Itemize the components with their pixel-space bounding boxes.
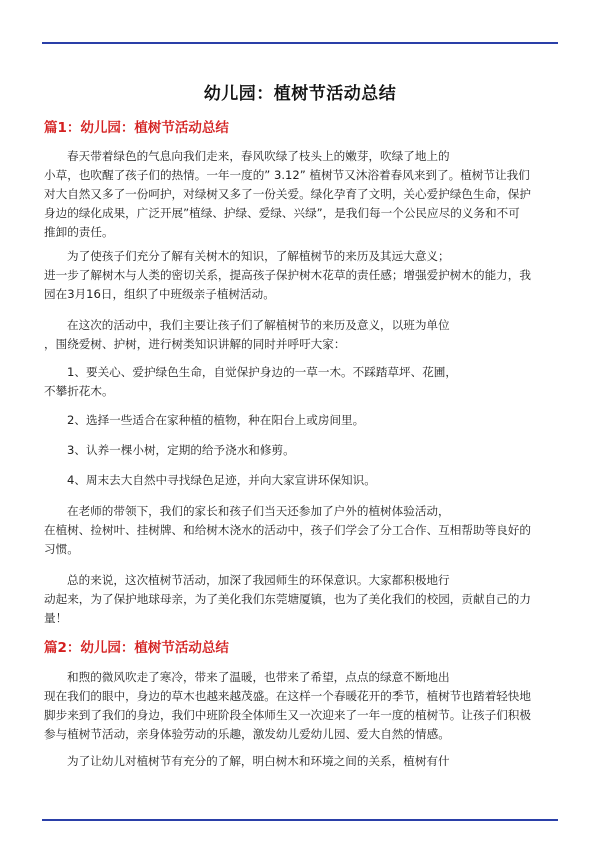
text-line: 和煦的微风吹走了寒冷，带来了温暖，也带来了希望，点点的绿意不断地出 (67, 670, 450, 684)
text-line: 2、选择一些适合在家种植的植物，种在阳台上或房间里。 (67, 413, 365, 427)
text-line: 推卸的责任。 (44, 225, 114, 239)
paragraph-2-2 (44, 752, 556, 771)
text-line: 不攀折花木。 (44, 384, 114, 398)
text-line: 4、周末去大自然中寻找绿色足迹，并向大家宣讲环保知识。 (67, 473, 376, 487)
text-line: 为了使孩子们充分了解有关树木的知识，了解植树节的来历及其远大意义； (67, 249, 450, 263)
text-line: 1、要关心、爱护绿色生命，自觉保护身边的一草一木。不踩踏草坪、花圃， (67, 365, 457, 379)
page-title: 幼儿园：植树节活动总结 (203, 84, 397, 104)
paragraph-1-7 (44, 471, 556, 490)
text-line: 3、认养一棵小树，定期的给予浇水和修剪。 (67, 443, 295, 457)
text-line: 量！ (44, 611, 68, 625)
paragraph-1-5 (44, 411, 556, 430)
paragraph-2-1 (44, 668, 556, 744)
paragraph-1-2 (44, 247, 556, 304)
paragraph-1-3 (44, 316, 556, 354)
text-line: 身边的绿化成果，广泛开展”植绿、护绿、爱绿、兴绿”，是我们每一个公民应尽的义务和不可 (44, 206, 520, 220)
text-line: 习惯。 (44, 542, 79, 556)
text-line: 动起来，为了保护地球母亲，为了美化我们东莞塘厦镇，也为了美化我们的校园，贡献自己的力 (44, 592, 531, 606)
text-line: 在植树、捡树叶、挂树牌、和给树木浇水的活动中，孩子们学会了分工合作、互相帮助等良好的 (44, 523, 531, 537)
text-line: 脚步来到了我们的身边，我们中班阶段全体师生又一次迎来了一年一度的植树节。让孩子们积极 (44, 708, 531, 722)
text-line: 进一步了解树木与人类的密切关系，提高孩子保护树木花草的责任感；增强爱护树木的能力，我 (44, 268, 531, 282)
paragraph-1-4 (44, 363, 556, 401)
text-line: 小草，也吹醒了孩子们的热情。一年一度的” 3.12” 植树节又沐浴着春风来到了。植树节让我们 (44, 168, 530, 182)
text-line: 在老师的带领下，我们的家长和孩子们当天还参加了户外的植树体验活动， (67, 504, 450, 518)
paragraph-1-6 (44, 441, 556, 460)
top-rule (42, 42, 558, 44)
text-line: 对大自然又多了一份呵护，对绿树又多了一份关爱。绿化孕育了文明，关心爱护绿色生命，保护 (44, 187, 531, 201)
paragraph-1-9 (44, 571, 556, 628)
text-line: 在这次的活动中，我们主要让孩子们了解植树节的来历及意义，以班为单位 (67, 318, 450, 332)
text-line: 参与植树节活动，亲身体验劳动的乐趣，激发幼儿爱幼儿园、爱大自然的情感。 (44, 727, 450, 741)
text-line: 园在3月16日，组织了中班级亲子植树活动。 (44, 287, 275, 301)
text-line: 现在我们的眼中，身边的草木也越来越茂盛。在这样一个春暖花开的季节，植树节也踏着轻快地 (44, 689, 531, 703)
paragraph-1-1 (44, 147, 556, 242)
text-line: ，围绕爱树、护树，进行树类知识讲解的同时并呼吁大家： (44, 337, 346, 351)
section-heading-2: 篇2：幼儿园：植树节活动总结 (44, 640, 229, 656)
text-line: 春天带着绿色的气息向我们走来，春风吹绿了枝头上的嫩芽，吹绿了地上的 (67, 149, 450, 163)
text-line: 总的来说，这次植树节活动，加深了我园师生的环保意识。大家都积极地行 (67, 573, 450, 587)
section-heading-1: 篇1：幼儿园：植树节活动总结 (44, 120, 229, 136)
text-line: 为了让幼儿对植树节有充分的了解，明白树木和环境之间的关系，植树有什 (67, 754, 450, 768)
paragraph-1-8 (44, 502, 556, 559)
bottom-rule (42, 819, 558, 821)
